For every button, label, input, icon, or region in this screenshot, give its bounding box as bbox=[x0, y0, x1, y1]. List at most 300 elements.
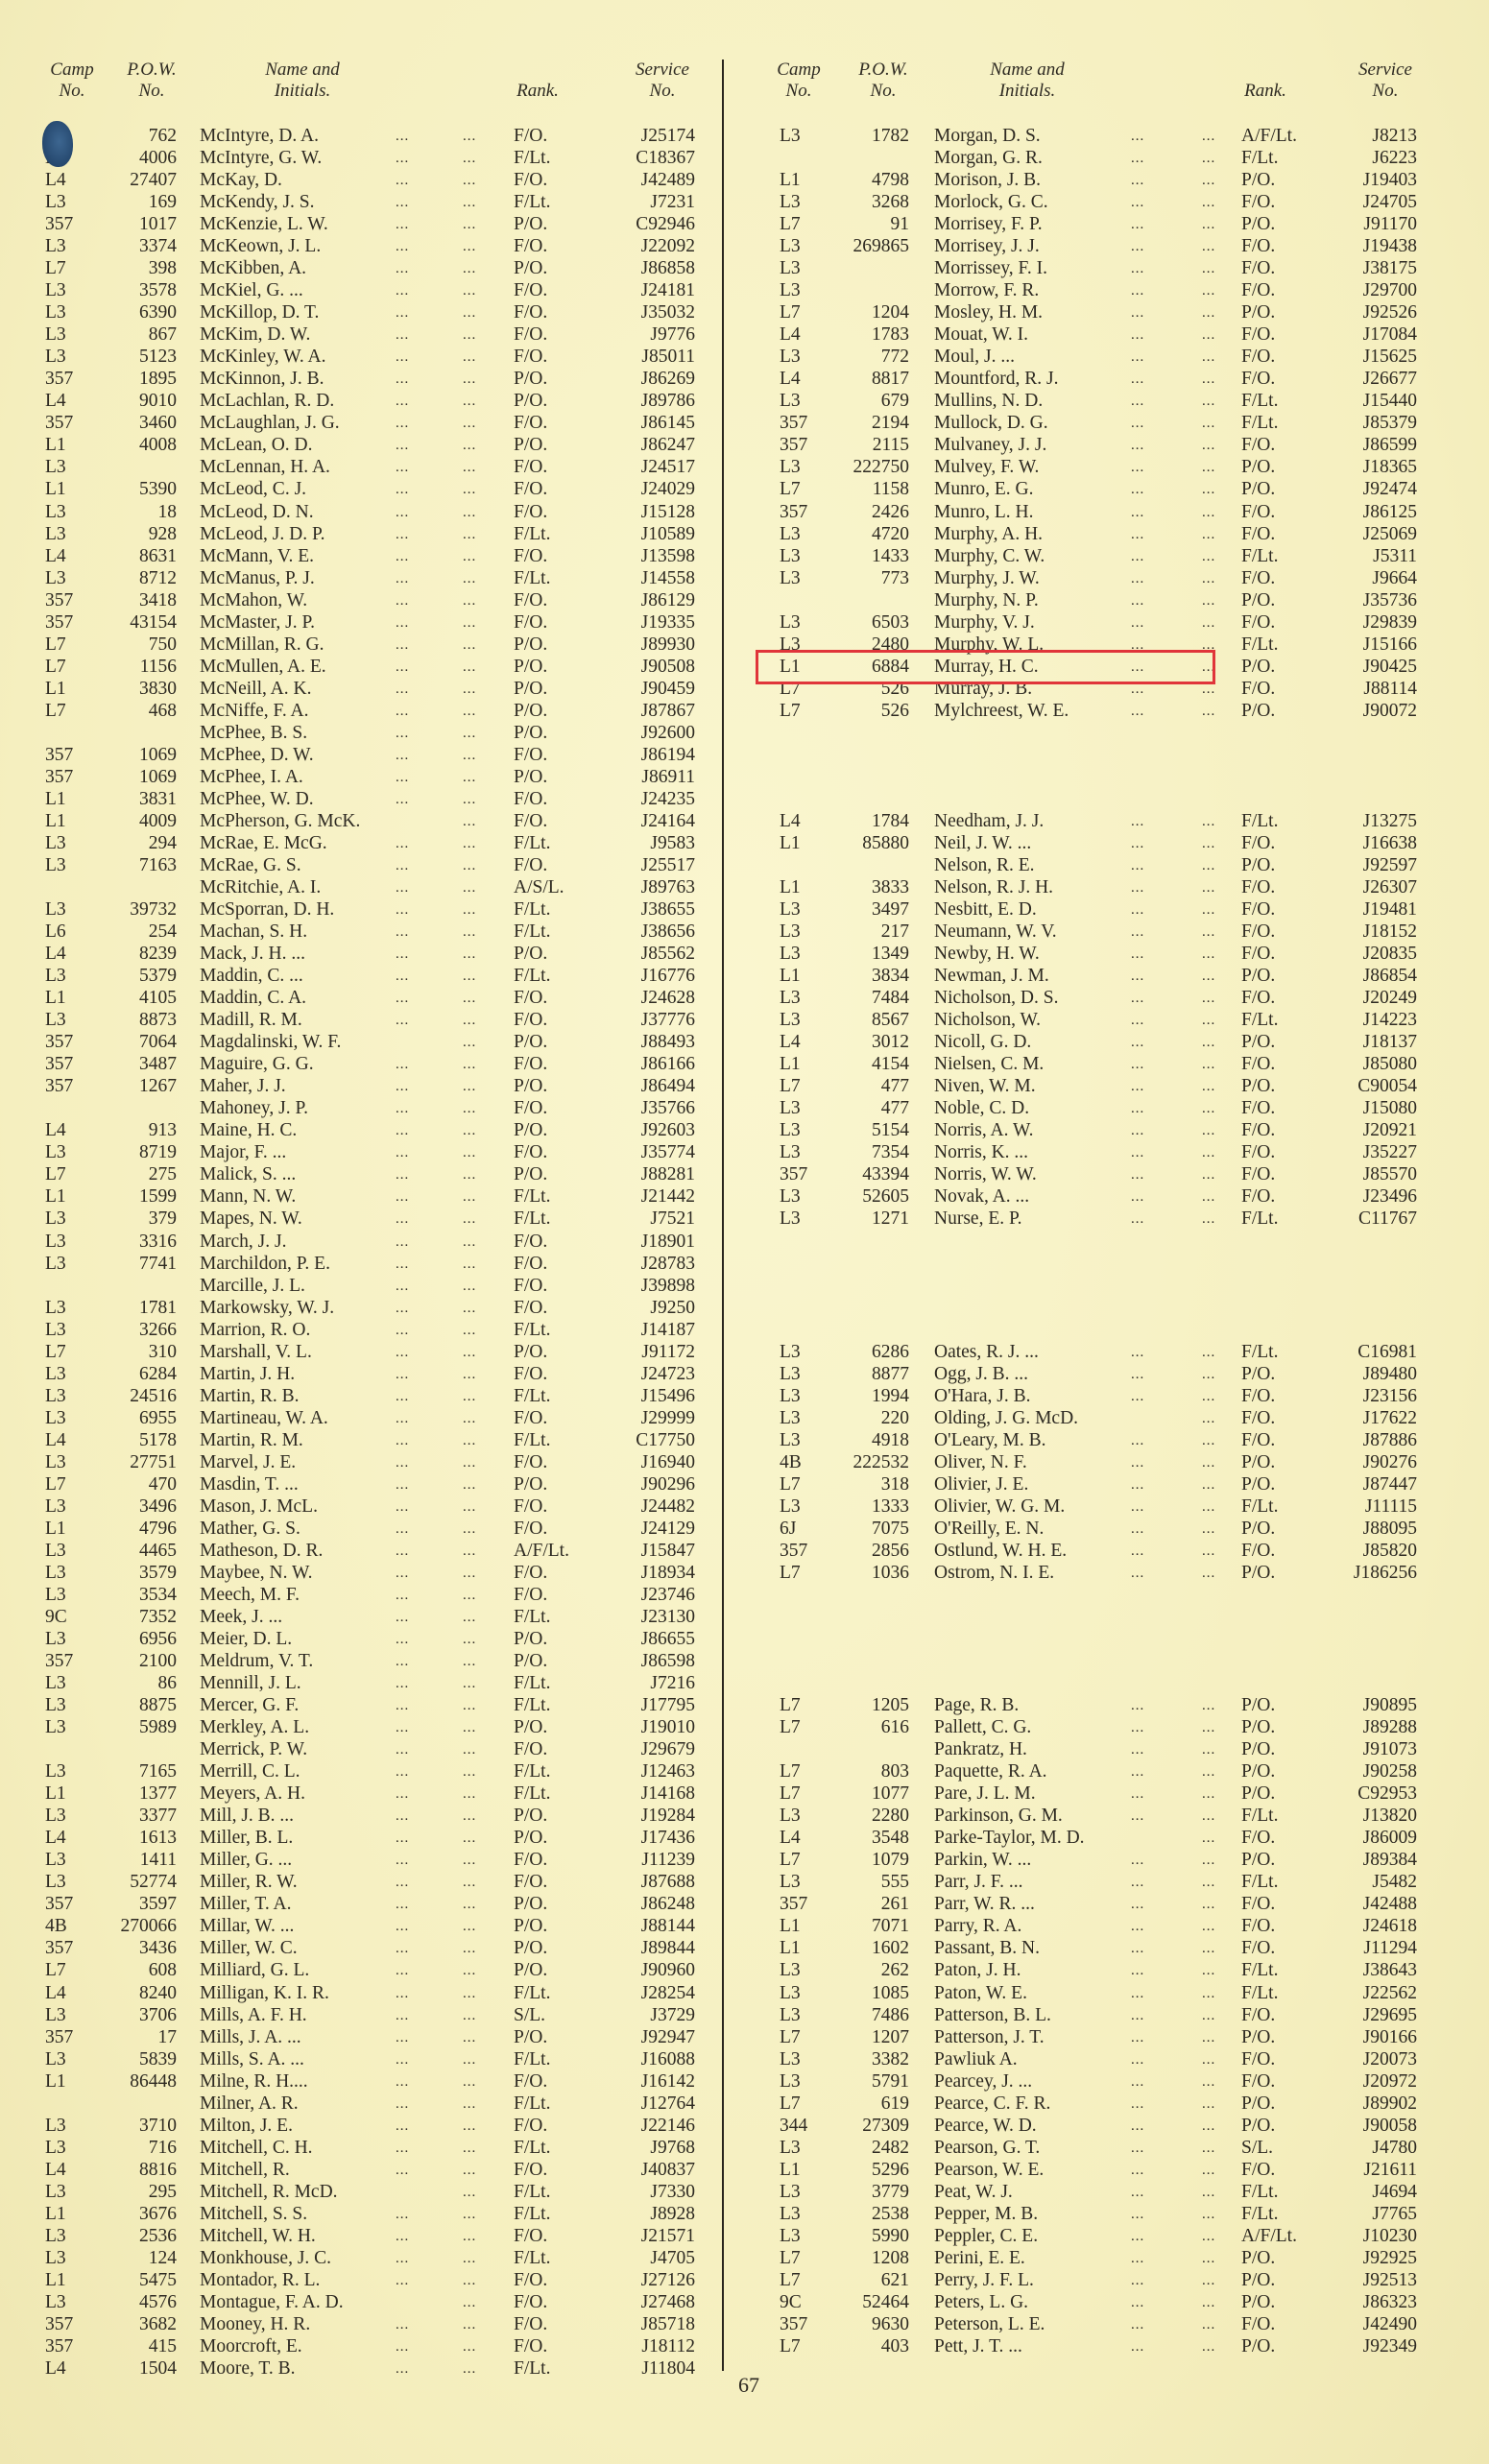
name-cell: McLeod, D. N. bbox=[200, 501, 314, 522]
leader-dots: ... bbox=[1202, 1145, 1216, 1161]
leader-dots: ... bbox=[1202, 1853, 1216, 1869]
pow-number-cell: 86 bbox=[157, 1673, 177, 1694]
leader-dots: ... bbox=[1131, 570, 1145, 586]
pow-number-cell: 2280 bbox=[872, 1806, 909, 1827]
camp-cell: L3 bbox=[45, 854, 66, 875]
pow-number-cell: 7352 bbox=[139, 1607, 177, 1627]
table-row bbox=[0, 1738, 1489, 1761]
highlight-box-murray-hc bbox=[756, 650, 1215, 684]
leader-dots: ... bbox=[463, 1476, 477, 1493]
pow-number-cell: 619 bbox=[880, 2093, 909, 2114]
leader-dots: ... bbox=[1131, 2162, 1145, 2178]
pow-number-cell: 1433 bbox=[872, 545, 909, 566]
pow-number-cell: 4009 bbox=[139, 810, 177, 831]
service-number-cell: J19010 bbox=[640, 1717, 695, 1738]
table-row bbox=[0, 1716, 1489, 1739]
service-number-cell: J7231 bbox=[650, 192, 695, 213]
rank-cell: F/Lt. bbox=[514, 1783, 551, 1805]
service-number-cell: J20921 bbox=[1362, 1120, 1417, 1141]
leader-dots: ... bbox=[396, 1410, 410, 1426]
name-cell: Mosley, H. M. bbox=[934, 302, 1044, 323]
leader-dots: ... bbox=[1131, 857, 1145, 873]
leader-dots: ... bbox=[1202, 482, 1216, 498]
camp-cell: L3 bbox=[45, 280, 66, 301]
leader-dots: ... bbox=[396, 703, 410, 719]
leader-dots: ... bbox=[396, 1941, 410, 1957]
rank-cell: F/O. bbox=[514, 2225, 548, 2246]
leader-dots: ... bbox=[1131, 2007, 1145, 2023]
pow-number-cell: 1613 bbox=[139, 1828, 177, 1849]
service-number-cell: J86494 bbox=[640, 1076, 695, 1097]
camp-cell: 357 bbox=[45, 589, 74, 610]
leader-dots: ... bbox=[396, 504, 410, 520]
table-row bbox=[0, 589, 1489, 612]
camp-cell: L7 bbox=[780, 479, 801, 500]
leader-dots: ... bbox=[396, 791, 410, 807]
leader-dots: ... bbox=[1131, 2316, 1145, 2332]
rank-cell: F/Lt. bbox=[514, 148, 551, 169]
leader-dots: ... bbox=[396, 261, 410, 277]
pow-number-cell: 750 bbox=[148, 634, 177, 655]
camp-cell: 357 bbox=[45, 1076, 74, 1097]
pow-number-cell: 17 bbox=[157, 2026, 177, 2047]
name-cell: Marcille, J. L. bbox=[200, 1275, 305, 1296]
right-header-rank bbox=[1227, 60, 1304, 102]
service-number-cell: J11239 bbox=[641, 1850, 695, 1871]
camp-cell: L1 bbox=[45, 678, 66, 699]
leader-dots: ... bbox=[396, 2117, 410, 2134]
rank-cell: F/Lt. bbox=[514, 1385, 551, 1406]
leader-dots: ... bbox=[396, 305, 410, 322]
name-cell: McPhee, B. S. bbox=[200, 722, 308, 743]
leader-dots: ... bbox=[396, 2228, 410, 2244]
camp-cell: L3 bbox=[45, 347, 66, 368]
camp-cell: L7 bbox=[780, 2026, 801, 2047]
leader-dots: ... bbox=[396, 1278, 410, 1294]
camp-cell: 357 bbox=[45, 1032, 74, 1053]
camp-cell: L3 bbox=[780, 1186, 801, 1208]
name-cell: Mills, S. A. ... bbox=[200, 2048, 304, 2069]
service-number-cell: J14168 bbox=[640, 1783, 695, 1805]
pow-number-cell: 616 bbox=[880, 1717, 909, 1738]
name-cell: McKenzie, L. W. bbox=[200, 214, 328, 235]
camp-cell: L4 bbox=[45, 2358, 66, 2380]
service-number-cell: J7765 bbox=[1372, 2203, 1417, 2224]
pow-number-cell: 1267 bbox=[139, 1076, 177, 1097]
leader-dots: ... bbox=[1131, 1344, 1145, 1360]
service-number-cell: J91172 bbox=[641, 1341, 695, 1362]
table-row bbox=[0, 1760, 1489, 1783]
rank-cell: P/O. bbox=[1241, 1363, 1276, 1384]
leader-dots: ... bbox=[396, 1897, 410, 1913]
leader-dots: ... bbox=[463, 526, 477, 542]
header-name-line2: Initials. bbox=[274, 81, 331, 101]
camp-cell: 357 bbox=[780, 1894, 808, 1915]
leader-dots: ... bbox=[396, 857, 410, 873]
leader-dots: ... bbox=[396, 1388, 410, 1404]
service-number-cell: C18367 bbox=[636, 148, 695, 169]
rank-cell: F/Lt. bbox=[514, 2358, 551, 2380]
table-row bbox=[0, 898, 1489, 921]
name-cell: Milner, A. R. bbox=[200, 2093, 299, 2114]
camp-cell: L3 bbox=[780, 192, 801, 213]
pow-number-cell: 3534 bbox=[139, 1584, 177, 1605]
table-row bbox=[0, 1473, 1489, 1496]
leader-dots: ... bbox=[1202, 1344, 1216, 1360]
rank-cell: F/O. bbox=[514, 1872, 548, 1893]
rank-cell: F/O. bbox=[514, 1562, 548, 1583]
leader-dots: ... bbox=[1131, 327, 1145, 344]
leader-dots: ... bbox=[463, 1941, 477, 1957]
header-rank-line1 bbox=[499, 60, 576, 81]
leader-dots: ... bbox=[396, 2272, 410, 2288]
name-cell: McPhee, W. D. bbox=[200, 788, 314, 809]
leader-dots: ... bbox=[396, 614, 410, 631]
header-service-line1: Service bbox=[636, 60, 689, 80]
table-row bbox=[0, 1009, 1489, 1032]
camp-cell: L3 bbox=[45, 2247, 66, 2268]
rank-cell: F/O. bbox=[514, 1363, 548, 1384]
camp-cell: L3 bbox=[780, 988, 801, 1009]
service-number-cell: J27126 bbox=[640, 2269, 695, 2290]
name-cell: Mitchell, R. McD. bbox=[200, 2181, 338, 2202]
leader-dots: ... bbox=[1202, 1720, 1216, 1736]
name-cell: Norris, K. ... bbox=[934, 1142, 1029, 1163]
rank-cell: P/O. bbox=[514, 634, 548, 655]
rank-cell: F/O. bbox=[1241, 988, 1276, 1009]
service-number-cell: J90425 bbox=[1362, 656, 1417, 677]
table-row bbox=[0, 1782, 1489, 1806]
rank-cell: F/O. bbox=[514, 2159, 548, 2180]
name-cell: Maher, J. J. bbox=[200, 1076, 286, 1097]
rank-cell: F/Lt. bbox=[514, 1186, 551, 1208]
rank-cell: A/F/Lt. bbox=[1241, 2225, 1297, 2246]
camp-cell: L7 bbox=[780, 678, 801, 699]
name-cell: Paquette, R. A. bbox=[934, 1761, 1047, 1782]
camp-cell: L3 bbox=[780, 523, 801, 544]
name-cell: Mulvaney, J. J. bbox=[934, 435, 1047, 456]
name-cell: Mulvey, F. W. bbox=[934, 457, 1040, 478]
leader-dots: ... bbox=[463, 1654, 477, 1670]
pow-number-cell: 6390 bbox=[139, 302, 177, 323]
rank-cell: F/O. bbox=[1241, 347, 1276, 368]
camp-cell: L3 bbox=[780, 899, 801, 921]
camp-cell: L1 bbox=[45, 1186, 66, 1208]
service-number-cell: J8928 bbox=[650, 2203, 695, 2224]
name-cell: McKiel, G. ... bbox=[200, 280, 303, 301]
camp-cell: L4 bbox=[780, 369, 801, 390]
leader-dots: ... bbox=[1202, 1520, 1216, 1537]
table-row bbox=[0, 1208, 1489, 1231]
camp-cell: L7 bbox=[780, 214, 801, 235]
pow-number-cell: 52605 bbox=[862, 1186, 909, 1208]
camp-cell: L7 bbox=[780, 1076, 801, 1097]
name-cell: Martin, R. B. bbox=[200, 1385, 300, 1406]
pow-number-cell: 5791 bbox=[872, 2070, 909, 2092]
table-row bbox=[0, 832, 1489, 855]
service-number-cell: J24517 bbox=[640, 457, 695, 478]
camp-cell: L3 bbox=[780, 2225, 801, 2246]
table-row bbox=[0, 545, 1489, 568]
camp-cell: L1 bbox=[780, 1054, 801, 1075]
leader-dots: ... bbox=[396, 636, 410, 653]
camp-cell: L3 bbox=[780, 567, 801, 588]
leader-dots: ... bbox=[463, 1676, 477, 1692]
table-row bbox=[0, 2115, 1489, 2138]
service-number-cell: J89384 bbox=[1362, 1850, 1417, 1871]
service-number-cell: C90054 bbox=[1357, 1076, 1417, 1097]
table-row bbox=[0, 1672, 1489, 1695]
rank-cell: P/O. bbox=[514, 1916, 548, 1937]
leader-dots: ... bbox=[1131, 2339, 1145, 2355]
leader-dots: ... bbox=[463, 1256, 477, 1272]
leader-dots: ... bbox=[396, 570, 410, 586]
service-number-cell: J85718 bbox=[640, 2313, 695, 2334]
pow-number-cell: 608 bbox=[148, 1960, 177, 1981]
name-cell: Mann, N. W. bbox=[200, 1186, 297, 1208]
table-row bbox=[0, 2181, 1489, 2204]
service-number-cell: C92946 bbox=[636, 214, 695, 235]
leader-dots: ... bbox=[463, 946, 477, 963]
leader-dots: ... bbox=[463, 1919, 477, 1935]
leader-dots: ... bbox=[1131, 460, 1145, 476]
leader-dots: ... bbox=[396, 438, 410, 454]
pow-number-cell: 43394 bbox=[862, 1164, 909, 1185]
leader-dots: ... bbox=[463, 2272, 477, 2288]
name-cell: McLeod, J. D. P. bbox=[200, 523, 325, 544]
leader-dots: ... bbox=[1202, 1476, 1216, 1493]
leader-dots: ... bbox=[396, 835, 410, 851]
service-number-cell: J24129 bbox=[640, 1518, 695, 1539]
camp-cell: L3 bbox=[45, 1761, 66, 1782]
leader-dots: ... bbox=[396, 173, 410, 189]
leader-dots: ... bbox=[1131, 1432, 1145, 1448]
leader-dots: ... bbox=[396, 2339, 410, 2355]
leader-dots: ... bbox=[463, 1565, 477, 1581]
pow-number-cell: 310 bbox=[148, 1341, 177, 1362]
name-cell: Milligan, K. I. R. bbox=[200, 1982, 329, 2003]
pow-number-cell: 6884 bbox=[872, 656, 909, 677]
pow-number-cell: 379 bbox=[148, 1208, 177, 1230]
name-cell: McRae, E. McG. bbox=[200, 832, 327, 853]
table-row bbox=[0, 766, 1489, 789]
pow-number-cell: 7071 bbox=[872, 1916, 909, 1937]
pow-number-cell: 3706 bbox=[139, 2004, 177, 2025]
rank-cell: F/Lt. bbox=[514, 921, 551, 943]
leader-dots: ... bbox=[396, 460, 410, 476]
rank-cell: P/O. bbox=[514, 1938, 548, 1959]
name-cell: Mills, J. A. ... bbox=[200, 2026, 301, 2047]
service-number-cell: J40837 bbox=[640, 2159, 695, 2180]
pow-number-cell: 1017 bbox=[139, 214, 177, 235]
rank-cell: F/O. bbox=[1241, 921, 1276, 943]
service-number-cell: J86858 bbox=[640, 258, 695, 279]
leader-dots: ... bbox=[1202, 969, 1216, 985]
camp-cell: L1 bbox=[45, 2269, 66, 2290]
leader-dots: ... bbox=[463, 371, 477, 388]
camp-cell: 357 bbox=[45, 1894, 74, 1915]
pow-number-cell: 85880 bbox=[862, 832, 909, 853]
service-number-cell: J26677 bbox=[1362, 369, 1417, 390]
rank-cell: F/O. bbox=[1241, 523, 1276, 544]
camp-cell: L7 bbox=[45, 700, 66, 721]
camp-cell: 6J bbox=[780, 1518, 797, 1539]
leader-dots: ... bbox=[1131, 195, 1145, 211]
leader-dots: ... bbox=[1131, 1079, 1145, 1095]
name-cell: Mapes, N. W. bbox=[200, 1208, 302, 1230]
leader-dots: ... bbox=[1131, 969, 1145, 985]
camp-cell: 357 bbox=[45, 2313, 74, 2334]
leader-dots: ... bbox=[396, 217, 410, 233]
rank-cell: P/O. bbox=[514, 1076, 548, 1097]
camp-cell: L4 bbox=[780, 1032, 801, 1053]
service-number-cell: J86247 bbox=[640, 435, 695, 456]
header-camp-line2: No. bbox=[59, 81, 85, 101]
leader-dots: ... bbox=[463, 1520, 477, 1537]
leader-dots: ... bbox=[396, 1123, 410, 1139]
leader-dots: ... bbox=[396, 482, 410, 498]
header-name-line2: Initials. bbox=[998, 81, 1056, 101]
pow-number-cell: 222750 bbox=[853, 457, 909, 478]
pow-number-cell: 5475 bbox=[139, 2269, 177, 2290]
service-number-cell: J90960 bbox=[640, 1960, 695, 1981]
name-cell: Morgan, G. R. bbox=[934, 148, 1043, 169]
name-cell: Mercer, G. F. bbox=[200, 1695, 300, 1716]
left-header-service bbox=[619, 60, 706, 102]
service-number-cell: J20972 bbox=[1362, 2070, 1417, 2092]
name-cell: Mitchell, C. H. bbox=[200, 2137, 313, 2158]
camp-cell: L3 bbox=[45, 832, 66, 853]
leader-dots: ... bbox=[463, 2117, 477, 2134]
leader-dots: ... bbox=[1131, 526, 1145, 542]
camp-cell: L3 bbox=[780, 1363, 801, 1384]
service-number-cell: J89763 bbox=[640, 877, 695, 898]
camp-cell: L3 bbox=[780, 2203, 801, 2224]
pow-number-cell: 555 bbox=[880, 1872, 909, 1893]
name-cell: Nelson, R. E. bbox=[934, 854, 1035, 875]
service-number-cell: J92603 bbox=[640, 1120, 695, 1141]
leader-dots: ... bbox=[1131, 394, 1145, 410]
rank-cell: F/O. bbox=[1241, 567, 1276, 588]
leader-dots: ... bbox=[1202, 902, 1216, 919]
service-number-cell: J24181 bbox=[640, 280, 695, 301]
camp-cell: L7 bbox=[780, 1695, 801, 1716]
name-cell: McManus, P. J. bbox=[200, 567, 315, 588]
rank-cell: P/O. bbox=[514, 214, 548, 235]
service-number-cell: J16638 bbox=[1362, 832, 1417, 853]
name-cell: Matheson, D. R. bbox=[200, 1540, 324, 1561]
table-row bbox=[0, 1097, 1489, 1120]
name-cell: Mouat, W. I. bbox=[934, 324, 1029, 346]
table-row bbox=[0, 656, 1489, 679]
service-number-cell: J89480 bbox=[1362, 1363, 1417, 1384]
table-row bbox=[0, 501, 1489, 524]
leader-dots: ... bbox=[463, 835, 477, 851]
camp-cell: L3 bbox=[780, 258, 801, 279]
name-cell: McKendy, J. S. bbox=[200, 192, 315, 213]
camp-cell: L1 bbox=[780, 2159, 801, 2180]
leader-dots: ... bbox=[396, 1764, 410, 1781]
leader-dots: ... bbox=[1131, 217, 1145, 233]
rank-cell: P/O. bbox=[1241, 1562, 1276, 1583]
leader-dots: ... bbox=[1131, 1853, 1145, 1869]
name-cell: O'Hara, J. B. bbox=[934, 1385, 1031, 1406]
leader-dots: ... bbox=[1202, 2294, 1216, 2310]
name-cell: Maddin, C. A. bbox=[200, 988, 307, 1009]
service-number-cell: J87447 bbox=[1362, 1473, 1417, 1495]
service-number-cell: J38175 bbox=[1362, 258, 1417, 279]
leader-dots: ... bbox=[463, 2073, 477, 2090]
service-number-cell: J42489 bbox=[640, 170, 695, 191]
table-row bbox=[0, 368, 1489, 391]
name-cell: McPherson, G. McK. bbox=[200, 810, 361, 831]
table-row bbox=[0, 2137, 1489, 2160]
leader-dots: ... bbox=[463, 2140, 477, 2156]
service-number-cell: J86598 bbox=[640, 1651, 695, 1672]
pow-number-cell: 7486 bbox=[872, 2004, 909, 2025]
service-number-cell: J4705 bbox=[650, 2247, 695, 2268]
rank-cell: F/O. bbox=[1241, 1894, 1276, 1915]
right-header-camp bbox=[765, 60, 832, 102]
name-cell: Marvel, J. E. bbox=[200, 1451, 297, 1472]
service-number-cell: J9250 bbox=[650, 1297, 695, 1318]
table-row bbox=[0, 1849, 1489, 1872]
service-number-cell: J29679 bbox=[640, 1739, 695, 1760]
pow-number-cell: 716 bbox=[148, 2137, 177, 2158]
service-number-cell: J90459 bbox=[640, 678, 695, 699]
leader-dots: ... bbox=[1131, 1145, 1145, 1161]
service-number-cell: J24164 bbox=[640, 810, 695, 831]
service-number-cell: J86125 bbox=[1362, 501, 1417, 522]
leader-dots: ... bbox=[396, 1875, 410, 1891]
leader-dots: ... bbox=[396, 1698, 410, 1714]
name-cell: Olivier, J. E. bbox=[934, 1473, 1029, 1495]
name-cell: Meech, M. F. bbox=[200, 1584, 300, 1605]
table-row bbox=[0, 2093, 1489, 2116]
name-cell: Oliver, N. F. bbox=[934, 1451, 1027, 1472]
leader-dots: ... bbox=[463, 2361, 477, 2378]
leader-dots: ... bbox=[1202, 946, 1216, 963]
rank-cell: P/O. bbox=[1241, 302, 1276, 323]
leader-dots: ... bbox=[396, 371, 410, 388]
leader-dots: ... bbox=[463, 1013, 477, 1029]
leader-dots: ... bbox=[1202, 880, 1216, 897]
leader-dots: ... bbox=[463, 1366, 477, 1382]
name-cell: Peppler, C. E. bbox=[934, 2225, 1039, 2246]
service-number-cell: J4780 bbox=[1372, 2137, 1417, 2158]
table-row bbox=[0, 965, 1489, 988]
leader-dots: ... bbox=[1131, 1764, 1145, 1781]
service-number-cell: J88493 bbox=[640, 1032, 695, 1053]
leader-dots: ... bbox=[1131, 1366, 1145, 1382]
leader-dots: ... bbox=[1131, 614, 1145, 631]
leader-dots: ... bbox=[463, 1123, 477, 1139]
name-cell: McRitchie, A. I. bbox=[200, 877, 322, 898]
header-camp-line1: Camp bbox=[50, 60, 94, 80]
camp-cell: L7 bbox=[45, 1341, 66, 1362]
rank-cell: P/O. bbox=[1241, 1717, 1276, 1738]
name-cell: McKim, D. W. bbox=[200, 324, 311, 346]
rank-cell: F/O. bbox=[1241, 1429, 1276, 1450]
rank-cell: F/O. bbox=[1241, 1164, 1276, 1185]
leader-dots: ... bbox=[1202, 2095, 1216, 2112]
table-row bbox=[0, 2335, 1489, 2358]
leader-dots: ... bbox=[1131, 1698, 1145, 1714]
leader-dots: ... bbox=[1202, 1786, 1216, 1803]
leader-dots: ... bbox=[396, 1366, 410, 1382]
leader-dots: ... bbox=[1202, 1897, 1216, 1913]
pow-number-cell: 4918 bbox=[872, 1429, 909, 1450]
